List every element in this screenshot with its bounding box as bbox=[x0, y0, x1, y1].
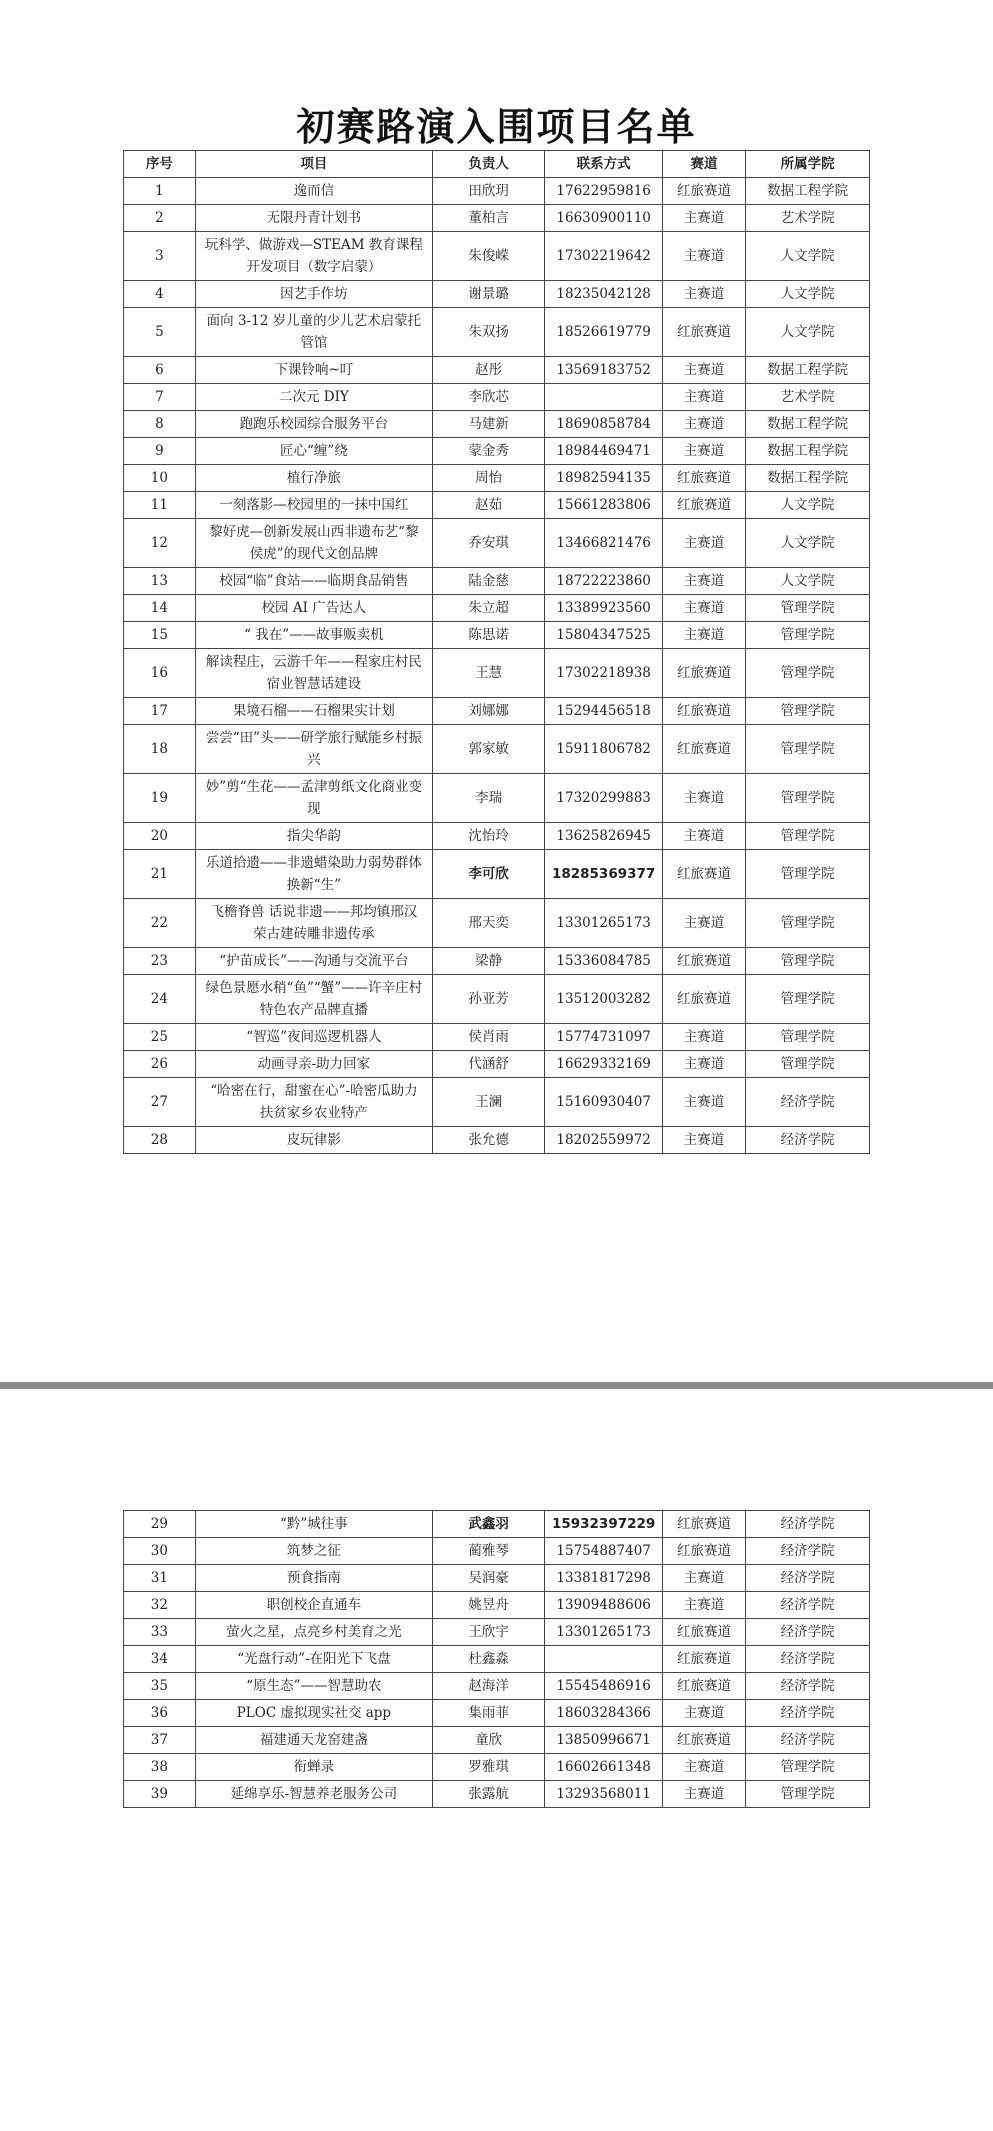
cell-leader: 赵茹 bbox=[433, 492, 545, 519]
cell-project: 一刻落影—校园里的一抹中国红 bbox=[195, 492, 432, 519]
cell-track: 主赛道 bbox=[662, 1700, 745, 1727]
cell-phone: 15932397229 bbox=[545, 1511, 663, 1538]
cell-track: 红旅赛道 bbox=[662, 1619, 745, 1646]
cell-phone: 18722223860 bbox=[545, 568, 663, 595]
cell-leader: 蒙金秀 bbox=[433, 438, 545, 465]
table-row bbox=[124, 698, 870, 725]
cell-track: 主赛道 bbox=[662, 357, 745, 384]
cell-phone: 17622959816 bbox=[545, 178, 663, 205]
cell-college: 数据工程学院 bbox=[746, 465, 870, 492]
cell-college: 管理学院 bbox=[746, 899, 870, 948]
cell-leader: 杜鑫淼 bbox=[433, 1646, 545, 1673]
cell-college: 管理学院 bbox=[746, 975, 870, 1024]
cell-no: 23 bbox=[124, 948, 196, 975]
cell-track: 主赛道 bbox=[662, 1024, 745, 1051]
cell-no: 13 bbox=[124, 568, 196, 595]
cell-college: 管理学院 bbox=[746, 948, 870, 975]
cell-college: 管理学院 bbox=[746, 725, 870, 774]
cell-project: 跑跑乐校园综合服务平台 bbox=[195, 411, 432, 438]
cell-project: 黎好虎—创新发展山西非遗布艺“黎侯虎”的现代文创品牌 bbox=[195, 519, 432, 568]
cell-track: 红旅赛道 bbox=[662, 178, 745, 205]
cell-college: 经济学院 bbox=[746, 1511, 870, 1538]
cell-leader: 谢景璐 bbox=[433, 281, 545, 308]
page-title: 初赛路演入围项目名单 bbox=[296, 105, 697, 149]
cell-college: 管理学院 bbox=[746, 1754, 870, 1781]
cell-track: 主赛道 bbox=[662, 1078, 745, 1127]
cell-no: 9 bbox=[124, 438, 196, 465]
cell-project: “智巡”夜间巡逻机器人 bbox=[195, 1024, 432, 1051]
project-table bbox=[123, 150, 870, 1154]
table-row bbox=[124, 568, 870, 595]
cell-no: 33 bbox=[124, 1619, 196, 1646]
cell-project: 无限丹青计划书 bbox=[195, 205, 432, 232]
cell-leader: 李瑞 bbox=[433, 774, 545, 823]
cell-leader: 童欣 bbox=[433, 1727, 545, 1754]
cell-no: 19 bbox=[124, 774, 196, 823]
cell-phone: 17320299883 bbox=[545, 774, 663, 823]
cell-no: 37 bbox=[124, 1727, 196, 1754]
cell-phone: 15661283806 bbox=[545, 492, 663, 519]
table-row bbox=[124, 1078, 870, 1127]
cell-track: 红旅赛道 bbox=[662, 1511, 745, 1538]
cell-college: 人文学院 bbox=[746, 519, 870, 568]
cell-phone: 15754887407 bbox=[545, 1538, 663, 1565]
cell-project: 指尖华韵 bbox=[195, 823, 432, 850]
table-row bbox=[124, 384, 870, 411]
cell-college: 经济学院 bbox=[746, 1727, 870, 1754]
cell-project: “原生态”——智慧助农 bbox=[195, 1673, 432, 1700]
header-track: 赛道 bbox=[662, 151, 745, 178]
cell-phone bbox=[545, 384, 663, 411]
cell-no: 18 bbox=[124, 725, 196, 774]
cell-phone: 17302218938 bbox=[545, 649, 663, 698]
cell-project: “光盘行动”-在阳光下飞盘 bbox=[195, 1646, 432, 1673]
cell-college: 经济学院 bbox=[746, 1538, 870, 1565]
cell-project: 筑梦之征 bbox=[195, 1538, 432, 1565]
table-row bbox=[124, 465, 870, 492]
cell-leader: 朱俊嵘 bbox=[433, 232, 545, 281]
cell-college: 人文学院 bbox=[746, 492, 870, 519]
cell-project: 校园 AI 广告达人 bbox=[195, 595, 432, 622]
cell-no: 36 bbox=[124, 1700, 196, 1727]
cell-college: 管理学院 bbox=[746, 823, 870, 850]
cell-no: 5 bbox=[124, 308, 196, 357]
cell-project: 校园“临”食站——临期食品销售 bbox=[195, 568, 432, 595]
cell-no: 25 bbox=[124, 1024, 196, 1051]
cell-project: 植行净旅 bbox=[195, 465, 432, 492]
cell-project: “哈密在行，甜蜜在心”-哈密瓜助力扶贫家乡农业特产 bbox=[195, 1078, 432, 1127]
table-row bbox=[124, 948, 870, 975]
table-row bbox=[124, 519, 870, 568]
cell-phone: 13293568011 bbox=[545, 1781, 663, 1808]
cell-college: 经济学院 bbox=[746, 1673, 870, 1700]
table-row bbox=[124, 1781, 870, 1808]
cell-leader: 朱立超 bbox=[433, 595, 545, 622]
cell-project: 延绵享乐-智慧养老服务公司 bbox=[195, 1781, 432, 1808]
cell-leader: 陈思诺 bbox=[433, 622, 545, 649]
cell-phone: 15336084785 bbox=[545, 948, 663, 975]
header-leader: 负责人 bbox=[433, 151, 545, 178]
cell-track: 主赛道 bbox=[662, 205, 745, 232]
table-row bbox=[124, 1051, 870, 1078]
cell-college: 经济学院 bbox=[746, 1619, 870, 1646]
cell-track: 红旅赛道 bbox=[662, 975, 745, 1024]
table-row bbox=[124, 899, 870, 948]
cell-track: 红旅赛道 bbox=[662, 1727, 745, 1754]
cell-phone: 15294456518 bbox=[545, 698, 663, 725]
cell-phone: 13512003282 bbox=[545, 975, 663, 1024]
cell-no: 12 bbox=[124, 519, 196, 568]
cell-phone: 13625826945 bbox=[545, 823, 663, 850]
cell-no: 28 bbox=[124, 1127, 196, 1154]
cell-phone: 13909488606 bbox=[545, 1592, 663, 1619]
table-row bbox=[124, 178, 870, 205]
table-row bbox=[124, 1727, 870, 1754]
cell-project: 果境石榴——石榴果实计划 bbox=[195, 698, 432, 725]
cell-college: 经济学院 bbox=[746, 1592, 870, 1619]
cell-no: 29 bbox=[124, 1511, 196, 1538]
cell-phone: 15160930407 bbox=[545, 1078, 663, 1127]
table-row bbox=[124, 1511, 870, 1538]
cell-no: 30 bbox=[124, 1538, 196, 1565]
cell-leader: 孙亚芳 bbox=[433, 975, 545, 1024]
cell-college: 经济学院 bbox=[746, 1565, 870, 1592]
cell-college: 管理学院 bbox=[746, 649, 870, 698]
cell-phone: 13466821476 bbox=[545, 519, 663, 568]
table-row bbox=[124, 281, 870, 308]
cell-track: 主赛道 bbox=[662, 1592, 745, 1619]
cell-project: 解读程庄，云游千年——程家庄村民宿业智慧话建设 bbox=[195, 649, 432, 698]
table-row bbox=[124, 1700, 870, 1727]
cell-track: 主赛道 bbox=[662, 438, 745, 465]
cell-no: 3 bbox=[124, 232, 196, 281]
table-row bbox=[124, 205, 870, 232]
header-no: 序号 bbox=[124, 151, 196, 178]
cell-project: 职创校企直通车 bbox=[195, 1592, 432, 1619]
table-row bbox=[124, 1619, 870, 1646]
project-table-continued bbox=[123, 1510, 870, 1808]
cell-leader: 王澜 bbox=[433, 1078, 545, 1127]
table-row bbox=[124, 1538, 870, 1565]
table-row bbox=[124, 725, 870, 774]
cell-project: 尝尝“田”头——研学旅行赋能乡村振兴 bbox=[195, 725, 432, 774]
cell-college: 数据工程学院 bbox=[746, 178, 870, 205]
table-row bbox=[124, 1673, 870, 1700]
table-row bbox=[124, 1565, 870, 1592]
cell-college: 人文学院 bbox=[746, 281, 870, 308]
table-row bbox=[124, 649, 870, 698]
cell-college: 管理学院 bbox=[746, 1051, 870, 1078]
cell-no: 16 bbox=[124, 649, 196, 698]
cell-college: 经济学院 bbox=[746, 1078, 870, 1127]
cell-leader: 朱双扬 bbox=[433, 308, 545, 357]
cell-phone: 18526619779 bbox=[545, 308, 663, 357]
cell-college: 管理学院 bbox=[746, 622, 870, 649]
cell-track: 主赛道 bbox=[662, 622, 745, 649]
cell-leader: 侯肖雨 bbox=[433, 1024, 545, 1051]
cell-phone: 13301265173 bbox=[545, 899, 663, 948]
cell-project: 因艺手作坊 bbox=[195, 281, 432, 308]
cell-no: 7 bbox=[124, 384, 196, 411]
table-row bbox=[124, 1127, 870, 1154]
cell-project: 下课铃响~叮 bbox=[195, 357, 432, 384]
table-row bbox=[124, 1592, 870, 1619]
cell-phone: 17302219642 bbox=[545, 232, 663, 281]
cell-track: 红旅赛道 bbox=[662, 948, 745, 975]
cell-track: 红旅赛道 bbox=[662, 649, 745, 698]
cell-college: 经济学院 bbox=[746, 1646, 870, 1673]
cell-no: 1 bbox=[124, 178, 196, 205]
cell-track: 主赛道 bbox=[662, 595, 745, 622]
table-header-row bbox=[124, 151, 870, 178]
table-row bbox=[124, 438, 870, 465]
table-row bbox=[124, 1754, 870, 1781]
cell-college: 艺术学院 bbox=[746, 205, 870, 232]
table-row bbox=[124, 1024, 870, 1051]
cell-project: PLOC 虚拟现实社交 app bbox=[195, 1700, 432, 1727]
cell-no: 6 bbox=[124, 357, 196, 384]
table-row bbox=[124, 308, 870, 357]
cell-leader: 王慧 bbox=[433, 649, 545, 698]
cell-college: 数据工程学院 bbox=[746, 438, 870, 465]
cell-project: 衔蝉录 bbox=[195, 1754, 432, 1781]
cell-project: 萤火之星，点亮乡村美育之光 bbox=[195, 1619, 432, 1646]
cell-project: 乐道拾遗——非遗蜡染助力弱势群体换新“生” bbox=[195, 850, 432, 899]
cell-track: 红旅赛道 bbox=[662, 1646, 745, 1673]
cell-track: 主赛道 bbox=[662, 411, 745, 438]
cell-no: 35 bbox=[124, 1673, 196, 1700]
cell-leader: 代涵舒 bbox=[433, 1051, 545, 1078]
cell-track: 主赛道 bbox=[662, 1127, 745, 1154]
cell-leader: 邢天奕 bbox=[433, 899, 545, 948]
cell-leader: 王欣宇 bbox=[433, 1619, 545, 1646]
cell-project: 皮玩律影 bbox=[195, 1127, 432, 1154]
cell-no: 32 bbox=[124, 1592, 196, 1619]
cell-track: 主赛道 bbox=[662, 384, 745, 411]
cell-leader: 陆金慈 bbox=[433, 568, 545, 595]
cell-no: 22 bbox=[124, 899, 196, 948]
cell-track: 红旅赛道 bbox=[662, 850, 745, 899]
cell-track: 主赛道 bbox=[662, 1565, 745, 1592]
cell-no: 15 bbox=[124, 622, 196, 649]
cell-no: 24 bbox=[124, 975, 196, 1024]
cell-no: 26 bbox=[124, 1051, 196, 1078]
cell-leader: 集雨菲 bbox=[433, 1700, 545, 1727]
cell-track: 主赛道 bbox=[662, 568, 745, 595]
cell-leader: 李欣芯 bbox=[433, 384, 545, 411]
cell-track: 红旅赛道 bbox=[662, 698, 745, 725]
cell-leader: 周怡 bbox=[433, 465, 545, 492]
cell-track: 主赛道 bbox=[662, 1781, 745, 1808]
cell-phone bbox=[545, 1646, 663, 1673]
table-row bbox=[124, 774, 870, 823]
cell-phone: 16602661348 bbox=[545, 1754, 663, 1781]
cell-track: 红旅赛道 bbox=[662, 1538, 745, 1565]
cell-college: 管理学院 bbox=[746, 1781, 870, 1808]
cell-phone: 13381817298 bbox=[545, 1565, 663, 1592]
cell-no: 27 bbox=[124, 1078, 196, 1127]
cell-phone: 18984469471 bbox=[545, 438, 663, 465]
cell-project: 预食指南 bbox=[195, 1565, 432, 1592]
cell-no: 31 bbox=[124, 1565, 196, 1592]
cell-leader: 沈怡玲 bbox=[433, 823, 545, 850]
cell-leader: 赵海洋 bbox=[433, 1673, 545, 1700]
cell-college: 管理学院 bbox=[746, 595, 870, 622]
cell-project: 玩科学、做游戏—STEAM 教育课程开发项目（数字启蒙） bbox=[195, 232, 432, 281]
cell-leader: 郭家敏 bbox=[433, 725, 545, 774]
cell-phone: 15804347525 bbox=[545, 622, 663, 649]
cell-track: 主赛道 bbox=[662, 774, 745, 823]
table-row bbox=[124, 622, 870, 649]
cell-leader: 罗雅琪 bbox=[433, 1754, 545, 1781]
cell-college: 管理学院 bbox=[746, 774, 870, 823]
table-row bbox=[124, 1646, 870, 1673]
cell-track: 红旅赛道 bbox=[662, 308, 745, 357]
cell-no: 11 bbox=[124, 492, 196, 519]
cell-phone: 18982594135 bbox=[545, 465, 663, 492]
cell-no: 20 bbox=[124, 823, 196, 850]
cell-leader: 董柏言 bbox=[433, 205, 545, 232]
cell-project: 二次元 DIY bbox=[195, 384, 432, 411]
cell-college: 人文学院 bbox=[746, 308, 870, 357]
cell-track: 红旅赛道 bbox=[662, 465, 745, 492]
cell-phone: 16629332169 bbox=[545, 1051, 663, 1078]
table-row bbox=[124, 823, 870, 850]
cell-leader: 姚昱舟 bbox=[433, 1592, 545, 1619]
cell-phone: 15545486916 bbox=[545, 1673, 663, 1700]
cell-project: 动画寻亲-助力回家 bbox=[195, 1051, 432, 1078]
cell-track: 主赛道 bbox=[662, 232, 745, 281]
cell-phone: 18202559972 bbox=[545, 1127, 663, 1154]
cell-phone: 18690858784 bbox=[545, 411, 663, 438]
cell-leader: 李可欣 bbox=[433, 850, 545, 899]
cell-track: 红旅赛道 bbox=[662, 492, 745, 519]
cell-no: 14 bbox=[124, 595, 196, 622]
cell-project: 妙”剪“生花——孟津剪纸文化商业变现 bbox=[195, 774, 432, 823]
cell-college: 经济学院 bbox=[746, 1700, 870, 1727]
cell-phone: 13389923560 bbox=[545, 595, 663, 622]
cell-no: 34 bbox=[124, 1646, 196, 1673]
cell-track: 红旅赛道 bbox=[662, 725, 745, 774]
table-row bbox=[124, 232, 870, 281]
cell-phone: 13850996671 bbox=[545, 1727, 663, 1754]
cell-project: “护苗成长”——沟通与交流平台 bbox=[195, 948, 432, 975]
cell-no: 39 bbox=[124, 1781, 196, 1808]
cell-college: 管理学院 bbox=[746, 1024, 870, 1051]
cell-track: 主赛道 bbox=[662, 519, 745, 568]
cell-phone: 13301265173 bbox=[545, 1619, 663, 1646]
table-row bbox=[124, 411, 870, 438]
cell-college: 数据工程学院 bbox=[746, 357, 870, 384]
cell-college: 人文学院 bbox=[746, 232, 870, 281]
table-row bbox=[124, 975, 870, 1024]
cell-college: 管理学院 bbox=[746, 698, 870, 725]
cell-phone: 18235042128 bbox=[545, 281, 663, 308]
cell-project: 飞檐脊兽 话说非遗——邦均镇邢汉荣古建砖雕非遗传承 bbox=[195, 899, 432, 948]
cell-no: 38 bbox=[124, 1754, 196, 1781]
cell-project: 绿色景愿水稍“鱼”“蟹”——许辛庄村特色农产品牌直播 bbox=[195, 975, 432, 1024]
cell-project: 逸而信 bbox=[195, 178, 432, 205]
cell-project: “ 我在”——故事贩卖机 bbox=[195, 622, 432, 649]
cell-phone: 15911806782 bbox=[545, 725, 663, 774]
cell-track: 主赛道 bbox=[662, 1754, 745, 1781]
header-college: 所属学院 bbox=[746, 151, 870, 178]
cell-track: 主赛道 bbox=[662, 823, 745, 850]
cell-college: 人文学院 bbox=[746, 568, 870, 595]
cell-leader: 刘娜娜 bbox=[433, 698, 545, 725]
cell-no: 8 bbox=[124, 411, 196, 438]
table-row bbox=[124, 357, 870, 384]
page-divider bbox=[0, 1382, 993, 1389]
header-phone: 联系方式 bbox=[545, 151, 663, 178]
cell-college: 经济学院 bbox=[746, 1127, 870, 1154]
cell-phone: 18603284366 bbox=[545, 1700, 663, 1727]
cell-project: 面向 3-12 岁儿童的少儿艺术启蒙托管馆 bbox=[195, 308, 432, 357]
cell-leader: 张允德 bbox=[433, 1127, 545, 1154]
cell-leader: 蔺雅琴 bbox=[433, 1538, 545, 1565]
cell-track: 主赛道 bbox=[662, 281, 745, 308]
cell-project: “黔”城往事 bbox=[195, 1511, 432, 1538]
cell-leader: 赵彤 bbox=[433, 357, 545, 384]
table-row bbox=[124, 492, 870, 519]
cell-no: 2 bbox=[124, 205, 196, 232]
cell-leader: 梁静 bbox=[433, 948, 545, 975]
cell-no: 17 bbox=[124, 698, 196, 725]
cell-no: 4 bbox=[124, 281, 196, 308]
cell-leader: 吴润豪 bbox=[433, 1565, 545, 1592]
cell-track: 主赛道 bbox=[662, 1051, 745, 1078]
cell-track: 主赛道 bbox=[662, 899, 745, 948]
header-project: 项目 bbox=[195, 151, 432, 178]
cell-phone: 15774731097 bbox=[545, 1024, 663, 1051]
cell-phone: 16630900110 bbox=[545, 205, 663, 232]
cell-college: 艺术学院 bbox=[746, 384, 870, 411]
table-row bbox=[124, 595, 870, 622]
cell-leader: 张露航 bbox=[433, 1781, 545, 1808]
cell-phone: 18285369377 bbox=[545, 850, 663, 899]
cell-project: 福建通天龙窑建盏 bbox=[195, 1727, 432, 1754]
table-row bbox=[124, 850, 870, 899]
cell-leader: 田欣玥 bbox=[433, 178, 545, 205]
cell-college: 管理学院 bbox=[746, 850, 870, 899]
cell-no: 10 bbox=[124, 465, 196, 492]
cell-track: 红旅赛道 bbox=[662, 1673, 745, 1700]
cell-college: 数据工程学院 bbox=[746, 411, 870, 438]
cell-project: 匠心“缠”绕 bbox=[195, 438, 432, 465]
cell-phone: 13569183752 bbox=[545, 357, 663, 384]
cell-leader: 马建新 bbox=[433, 411, 545, 438]
cell-leader: 武鑫羽 bbox=[433, 1511, 545, 1538]
cell-leader: 乔安琪 bbox=[433, 519, 545, 568]
cell-no: 21 bbox=[124, 850, 196, 899]
